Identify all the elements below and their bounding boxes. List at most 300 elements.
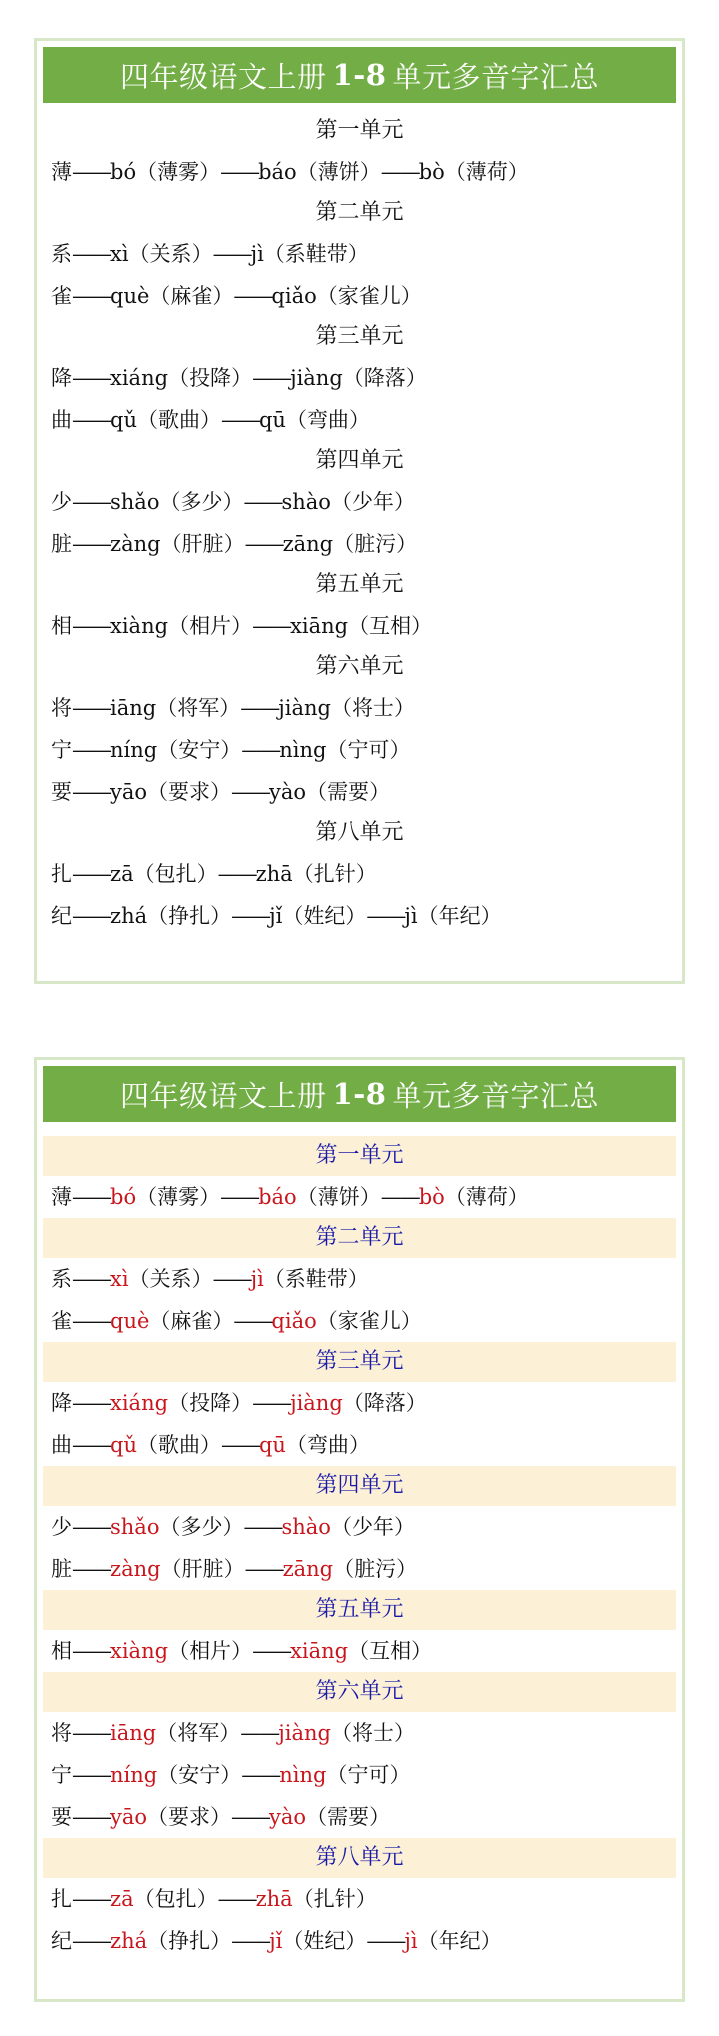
unit-heading: 第二单元 — [315, 200, 404, 225]
dash-separator: —— — [231, 780, 270, 804]
paren-open: （ — [333, 1557, 355, 1581]
paren-open: （ — [133, 862, 155, 886]
pinyin-reading: jì — [250, 1267, 264, 1291]
pinyin-reading: yào — [269, 780, 307, 804]
example-word: 需要 — [327, 780, 370, 804]
dash-separator: —— — [72, 1185, 110, 1209]
paren-close: ） — [223, 532, 245, 556]
title-suffix: 单元多音字汇总 — [392, 1078, 599, 1113]
entry-character: 宁 — [51, 738, 72, 762]
paren-open: （ — [342, 1391, 364, 1415]
paren-close: ） — [347, 242, 369, 266]
entry-character: 纪 — [51, 904, 72, 928]
example-word: 姓纪 — [303, 904, 346, 928]
dash-separator: —— — [244, 532, 283, 556]
unit-heading: 第六单元 — [315, 654, 404, 679]
dash-separator: —— — [72, 1433, 110, 1457]
pinyin-reading: iāng — [110, 696, 157, 720]
dash-separator: —— — [72, 1763, 110, 1787]
unit-heading: 第四单元 — [43, 1466, 676, 1506]
dash-separator: —— — [212, 1267, 251, 1291]
entry-character: 相 — [51, 1639, 72, 1663]
pinyin-reading: bó — [110, 1185, 137, 1209]
paren-close: ） — [393, 1515, 415, 1539]
example-word: 关系 — [149, 242, 192, 266]
paren-close: ） — [196, 1887, 218, 1911]
pinyin-reading: jiàng — [278, 696, 331, 720]
entry-character: 系 — [51, 1267, 72, 1291]
example-word: 互相 — [369, 614, 412, 638]
entry-character: 降 — [51, 366, 72, 390]
polyphone-entry — [43, 1878, 676, 1920]
example-word: 薄雾 — [157, 160, 200, 184]
pinyin-reading: qū — [258, 1433, 286, 1457]
pinyin-reading: zāng — [282, 532, 334, 556]
pinyin-reading: jì — [250, 242, 264, 266]
paren-close: ） — [411, 1639, 433, 1663]
example-word: 宁可 — [347, 1763, 390, 1787]
pinyin-reading: bò — [418, 160, 445, 184]
title-range: 1-8 — [332, 1077, 387, 1111]
unit-heading: 第五单元 — [43, 1590, 676, 1630]
dash-separator: —— — [217, 1887, 256, 1911]
unit-heading: 第一单元 — [315, 118, 404, 143]
dash-separator: —— — [72, 1391, 110, 1415]
entry-character: 曲 — [51, 408, 72, 432]
pinyin-reading: xiáng — [110, 1391, 169, 1415]
example-word: 薄雾 — [157, 1185, 200, 1209]
paren-open: （ — [444, 1185, 466, 1209]
pinyin-reading: zàng — [110, 1557, 161, 1581]
paren-close: ） — [348, 1433, 370, 1457]
paren-close: ） — [347, 1267, 369, 1291]
polyphone-entry — [43, 481, 676, 523]
example-word: 歌曲 — [157, 408, 200, 432]
paren-open: （ — [417, 904, 439, 928]
example-word: 将军 — [177, 696, 220, 720]
dash-separator: —— — [231, 1929, 270, 1953]
example-word: 家雀儿 — [337, 1309, 401, 1333]
unit-list — [37, 1122, 682, 1962]
polyphone-entry — [43, 1382, 676, 1424]
polyphone-entry — [43, 1712, 676, 1754]
polyphone-entry — [43, 1754, 676, 1796]
paren-open: （ — [330, 1515, 352, 1539]
dash-separator: —— — [252, 614, 291, 638]
paren-close: ） — [359, 160, 381, 184]
example-word: 薄饼 — [317, 160, 360, 184]
paren-open: （ — [282, 1929, 304, 1953]
paren-open: （ — [157, 1763, 179, 1787]
paren-close: ） — [199, 1433, 221, 1457]
example-word: 投降 — [189, 366, 232, 390]
polyphone-entry — [43, 1300, 676, 1342]
example-word: 弯曲 — [306, 408, 349, 432]
unit-heading: 第三单元 — [315, 324, 404, 349]
entry-character: 脏 — [51, 1557, 72, 1581]
polyphone-entry — [43, 605, 676, 647]
paren-open: （ — [348, 1639, 370, 1663]
dash-separator: —— — [72, 1805, 110, 1829]
pinyin-reading: què — [110, 284, 150, 308]
entry-character: 雀 — [51, 1309, 72, 1333]
pinyin-reading: zā — [110, 862, 134, 886]
entry-character: 宁 — [51, 1763, 72, 1787]
dash-separator: —— — [380, 160, 419, 184]
pinyin-reading: yāo — [110, 780, 148, 804]
pinyin-reading: nìng — [279, 1763, 327, 1787]
dash-separator: —— — [233, 1309, 272, 1333]
paren-open: （ — [168, 1639, 190, 1663]
pinyin-reading: shào — [281, 490, 331, 514]
example-word: 互相 — [369, 1639, 412, 1663]
entry-character: 脏 — [51, 532, 72, 556]
pinyin-reading: báo — [258, 160, 297, 184]
dash-separator: —— — [220, 1185, 259, 1209]
polyphone-entry — [43, 233, 676, 275]
paren-close: ） — [389, 1763, 411, 1787]
paren-close: ） — [400, 284, 422, 308]
polyphone-entry — [43, 771, 676, 813]
dash-separator: —— — [72, 284, 110, 308]
pinyin-reading: zā — [110, 1887, 134, 1911]
dash-separator: —— — [220, 1433, 259, 1457]
summary-card-highlighted — [34, 1057, 685, 2002]
title-range: 1-8 — [332, 58, 387, 92]
paren-open: （ — [136, 1433, 158, 1457]
paren-open: （ — [160, 532, 182, 556]
paren-open: （ — [316, 284, 338, 308]
example-word: 挣扎 — [168, 1929, 211, 1953]
example-word: 包扎 — [154, 862, 197, 886]
example-word: 家雀儿 — [337, 284, 401, 308]
entry-character: 曲 — [51, 1433, 72, 1457]
pinyin-reading: shǎo — [110, 490, 160, 514]
pinyin-reading: zhá — [110, 904, 148, 928]
paren-close: ） — [355, 862, 377, 886]
paren-close: ） — [396, 1557, 418, 1581]
pinyin-reading: zhā — [255, 862, 293, 886]
dash-separator: —— — [72, 738, 110, 762]
example-word: 少年 — [351, 1515, 394, 1539]
entry-character: 要 — [51, 780, 72, 804]
example-word: 安宁 — [178, 738, 221, 762]
example-word: 年纪 — [438, 904, 481, 928]
paren-close: ） — [345, 1929, 367, 1953]
pinyin-reading: báo — [258, 1185, 297, 1209]
dash-separator: —— — [252, 366, 291, 390]
paren-open: （ — [348, 614, 370, 638]
paren-close: ） — [220, 738, 242, 762]
paren-close: ） — [199, 408, 221, 432]
polyphone-entry — [43, 895, 676, 937]
pinyin-reading: jiàng — [290, 1391, 343, 1415]
paren-open: （ — [147, 780, 169, 804]
paren-close: ） — [359, 1185, 381, 1209]
pinyin-reading: xiàng — [110, 1639, 169, 1663]
polyphone-entry — [43, 1796, 676, 1838]
pinyin-reading: zhá — [110, 1929, 148, 1953]
entry-character: 将 — [51, 696, 72, 720]
example-word: 降落 — [363, 366, 406, 390]
paren-close: ） — [219, 696, 241, 720]
paren-open: （ — [149, 1309, 171, 1333]
paren-open: （ — [285, 408, 307, 432]
pinyin-reading: xiáng — [110, 366, 169, 390]
paren-open: （ — [168, 366, 190, 390]
paren-open: （ — [326, 1763, 348, 1787]
dash-separator: —— — [231, 904, 270, 928]
example-word: 相片 — [189, 1639, 232, 1663]
example-word: 投降 — [189, 1391, 232, 1415]
example-word: 薄饼 — [317, 1185, 360, 1209]
example-word: 歌曲 — [157, 1433, 200, 1457]
paren-close: ） — [210, 1929, 232, 1953]
dash-separator: —— — [72, 490, 110, 514]
polyphone-entry — [43, 1176, 676, 1218]
pinyin-reading: xiāng — [290, 614, 349, 638]
example-word: 安宁 — [178, 1763, 221, 1787]
dash-separator: —— — [240, 696, 279, 720]
entry-character: 少 — [51, 490, 72, 514]
paren-close: ） — [231, 614, 253, 638]
polyphone-entry — [43, 275, 676, 317]
paren-open: （ — [330, 1721, 352, 1745]
dash-separator: —— — [72, 696, 110, 720]
pinyin-reading: jǐ — [269, 1929, 283, 1953]
dash-separator: —— — [233, 284, 272, 308]
paren-open: （ — [160, 1557, 182, 1581]
polyphone-entry — [43, 729, 676, 771]
dash-separator: —— — [72, 862, 110, 886]
example-word: 脏污 — [354, 532, 397, 556]
entry-character: 将 — [51, 1721, 72, 1745]
entry-character: 少 — [51, 1515, 72, 1539]
pinyin-reading: níng — [110, 738, 158, 762]
dash-separator: —— — [72, 408, 110, 432]
example-word: 挣扎 — [168, 904, 211, 928]
paren-close: ） — [212, 1309, 234, 1333]
pinyin-reading: qiǎo — [271, 284, 317, 308]
paren-close: ） — [210, 904, 232, 928]
paren-open: （ — [306, 1805, 328, 1829]
paren-close: ） — [231, 1391, 253, 1415]
paren-open: （ — [306, 780, 328, 804]
dash-separator: —— — [72, 1557, 110, 1581]
paren-close: ） — [210, 780, 232, 804]
paren-open: （ — [330, 696, 352, 720]
polyphone-entry — [43, 151, 676, 193]
title-prefix: 四年级语文上册 — [120, 1078, 327, 1113]
paren-open: （ — [292, 862, 314, 886]
pinyin-reading: qiǎo — [271, 1309, 317, 1333]
pinyin-reading: zhā — [255, 1887, 293, 1911]
example-word: 麻雀 — [170, 1309, 213, 1333]
paren-close: ） — [480, 904, 502, 928]
paren-close: ） — [196, 862, 218, 886]
example-word: 关系 — [149, 1267, 192, 1291]
polyphone-entry — [43, 523, 676, 565]
polyphone-entry — [43, 687, 676, 729]
dash-separator: —— — [240, 1721, 279, 1745]
pinyin-reading: bò — [418, 1185, 445, 1209]
paren-close: ） — [507, 1185, 529, 1209]
example-word: 将军 — [177, 1721, 220, 1745]
entry-character: 扎 — [51, 1887, 72, 1911]
paren-close: ） — [231, 366, 253, 390]
pinyin-reading: qū — [258, 408, 286, 432]
pinyin-reading: jiàng — [290, 366, 343, 390]
pinyin-reading: zàng — [110, 532, 161, 556]
paren-open: （ — [330, 490, 352, 514]
dash-separator: —— — [241, 738, 280, 762]
paren-close: ） — [220, 1763, 242, 1787]
dash-separator: —— — [366, 1929, 405, 1953]
paren-open: （ — [156, 1721, 178, 1745]
dash-separator: —— — [72, 614, 110, 638]
paren-close: ） — [405, 366, 427, 390]
unit-heading: 第八单元 — [43, 1838, 676, 1878]
dash-separator: —— — [241, 1763, 280, 1787]
paren-open: （ — [417, 1929, 439, 1953]
example-word: 要求 — [168, 1805, 211, 1829]
paren-open: （ — [147, 1929, 169, 1953]
example-word: 将士 — [351, 696, 394, 720]
dash-separator: —— — [220, 160, 259, 184]
dash-separator: —— — [220, 408, 259, 432]
paren-close: ） — [355, 1887, 377, 1911]
paren-close: ） — [199, 1185, 221, 1209]
dash-separator: —— — [243, 490, 282, 514]
paren-close: ） — [393, 490, 415, 514]
entry-character: 雀 — [51, 284, 72, 308]
paren-close: ） — [507, 160, 529, 184]
polyphone-entry — [43, 1630, 676, 1672]
paren-open: （ — [296, 1185, 318, 1209]
entry-character: 相 — [51, 614, 72, 638]
paren-close: ） — [222, 1515, 244, 1539]
dash-separator: —— — [72, 1309, 110, 1333]
paren-close: ） — [405, 1391, 427, 1415]
entry-character: 薄 — [51, 1185, 72, 1209]
example-word: 系鞋带 — [284, 1267, 348, 1291]
entry-character: 系 — [51, 242, 72, 266]
pinyin-reading: jì — [404, 904, 418, 928]
dash-separator: —— — [72, 1639, 110, 1663]
pinyin-reading: qǔ — [110, 1433, 137, 1457]
pinyin-reading: qǔ — [110, 408, 137, 432]
dash-separator: —— — [252, 1639, 291, 1663]
example-word: 要求 — [168, 780, 211, 804]
dash-separator: —— — [72, 366, 110, 390]
pinyin-reading: shào — [281, 1515, 331, 1539]
unit-list — [37, 103, 682, 937]
paren-open: （ — [159, 1515, 181, 1539]
example-word: 姓纪 — [303, 1929, 346, 1953]
polyphone-entry — [43, 1920, 676, 1962]
dash-separator: —— — [72, 1515, 110, 1539]
example-word: 降落 — [363, 1391, 406, 1415]
dash-separator: —— — [217, 862, 256, 886]
dash-separator: —— — [212, 242, 251, 266]
paren-close: ） — [369, 780, 391, 804]
paren-open: （ — [263, 242, 285, 266]
polyphone-entry — [43, 399, 676, 441]
entry-character: 纪 — [51, 1929, 72, 1953]
dash-separator: —— — [72, 904, 110, 928]
paren-open: （ — [282, 904, 304, 928]
example-word: 需要 — [327, 1805, 370, 1829]
pinyin-reading: xiàng — [110, 614, 169, 638]
example-word: 多少 — [180, 490, 223, 514]
paren-open: （ — [292, 1887, 314, 1911]
pinyin-reading: nìng — [279, 738, 327, 762]
paren-close: ） — [348, 408, 370, 432]
paren-close: ） — [411, 614, 433, 638]
entry-character: 要 — [51, 1805, 72, 1829]
paren-open: （ — [133, 1887, 155, 1911]
pinyin-reading: shǎo — [110, 1515, 160, 1539]
pinyin-reading: què — [110, 1309, 150, 1333]
dash-separator: —— — [244, 1557, 283, 1581]
paren-open: （ — [296, 160, 318, 184]
example-word: 薄荷 — [465, 160, 508, 184]
example-word: 脏污 — [354, 1557, 397, 1581]
paren-open: （ — [316, 1309, 338, 1333]
paren-close: ） — [219, 1721, 241, 1745]
paren-close: ） — [191, 1267, 213, 1291]
paren-close: ） — [345, 904, 367, 928]
polyphone-entry — [43, 357, 676, 399]
paren-open: （ — [159, 490, 181, 514]
example-word: 年纪 — [438, 1929, 481, 1953]
example-word: 肝脏 — [181, 1557, 224, 1581]
dash-separator: —— — [243, 1515, 282, 1539]
title-suffix: 单元多音字汇总 — [392, 59, 599, 94]
paren-close: ） — [222, 490, 244, 514]
example-word: 肝脏 — [181, 532, 224, 556]
paren-open: （ — [326, 738, 348, 762]
pinyin-reading: zāng — [282, 1557, 334, 1581]
example-word: 麻雀 — [170, 284, 213, 308]
paren-open: （ — [136, 1185, 158, 1209]
polyphone-entry — [43, 1548, 676, 1590]
dash-separator: —— — [72, 1929, 110, 1953]
pinyin-reading: yào — [269, 1805, 307, 1829]
dash-separator: —— — [366, 904, 405, 928]
paren-open: （ — [444, 160, 466, 184]
paren-close: ） — [369, 1805, 391, 1829]
paren-close: ） — [393, 696, 415, 720]
dash-separator: —— — [72, 532, 110, 556]
paren-open: （ — [168, 614, 190, 638]
example-word: 薄荷 — [465, 1185, 508, 1209]
dash-separator: —— — [380, 1185, 419, 1209]
paren-close: ） — [400, 1309, 422, 1333]
unit-heading: 第一单元 — [43, 1136, 676, 1176]
example-word: 多少 — [180, 1515, 223, 1539]
unit-heading: 第八单元 — [315, 820, 404, 845]
paren-close: ） — [199, 160, 221, 184]
entry-character: 降 — [51, 1391, 72, 1415]
summary-card-plain — [34, 38, 685, 984]
dash-separator: —— — [231, 1805, 270, 1829]
pinyin-reading: jǐ — [269, 904, 283, 928]
dash-separator: —— — [252, 1391, 291, 1415]
pinyin-reading: níng — [110, 1763, 158, 1787]
pinyin-reading: yāo — [110, 1805, 148, 1829]
paren-open: （ — [263, 1267, 285, 1291]
